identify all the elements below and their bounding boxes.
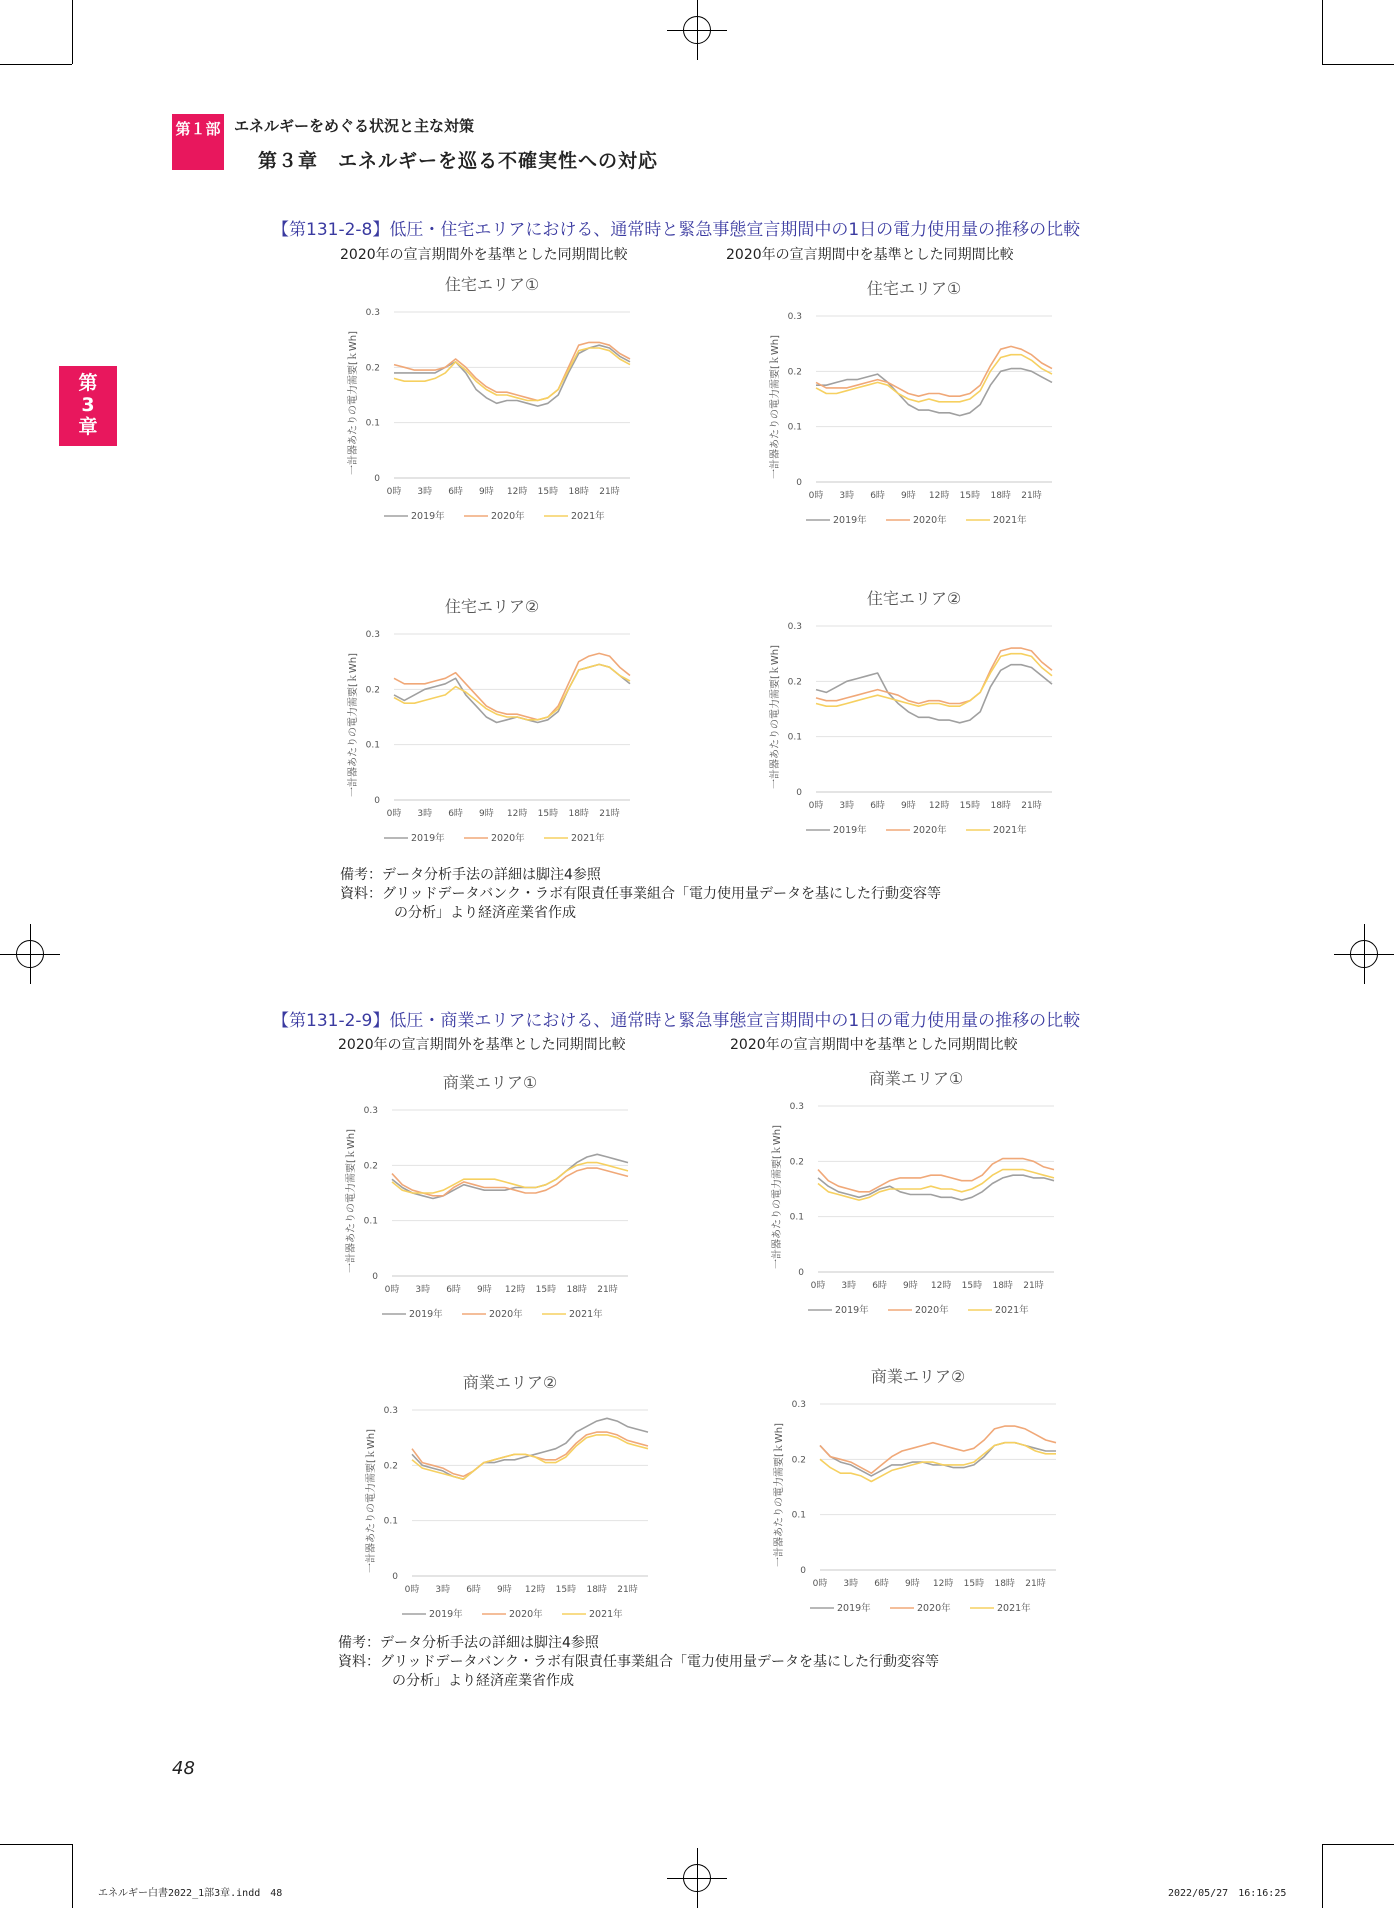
registration-mark [667,1848,727,1908]
x-tick-label: 21時 [599,487,620,497]
series-line [820,1426,1056,1473]
chart [756,1360,1076,1614]
x-tick-label: 3時 [417,809,433,819]
series-line [816,648,1052,703]
series-line [816,665,1052,723]
x-tick-label: 12時 [930,1281,952,1291]
x-tick-label: 3時 [435,1585,451,1595]
y-axis-label: 一計器あたりの電力需要[ｋWh] [366,1428,377,1574]
x-tick-label: 3時 [839,491,855,501]
y-axis-label: 一計器あたりの電力需要[ｋWh] [346,1128,357,1274]
y-tick-label: 0.2 [365,363,380,374]
part-title: エネルギーをめぐる状況と主な対策 [234,117,475,135]
x-tick-label: 9時 [478,487,494,497]
x-tick-label: 6時 [446,1285,461,1295]
x-tick-label: 9時 [900,491,916,501]
y-tick-label: 0 [372,1272,378,1282]
y-tick-label: 0.3 [787,312,802,322]
chart-title: 住宅エリア② [444,597,540,616]
x-tick-label: 0時 [808,801,824,811]
line-chart [330,268,650,522]
chart [330,590,650,844]
y-tick-label: 0.1 [365,418,380,429]
legend-label: 2020年 [913,515,947,526]
series-line [412,1432,648,1476]
x-tick-label: 12時 [928,801,950,811]
y-axis-label: 一計器あたりの電力需要[ｋWh] [772,1124,783,1270]
legend-label: 2019年 [833,825,867,836]
figure-title: 【第131-2-8】低圧・住宅エリアにおける、通常時と緊急事態宣言期間中の1日の電力使用量の推移の比較 [272,220,1081,240]
legend-label: 2019年 [833,515,867,526]
x-tick-label: 9時 [496,1585,512,1595]
x-tick-label: 12時 [506,809,528,819]
figure-subtitle-left: 2020年の宣言期間外を基準とした同期間比較 [338,1037,626,1053]
registration-mark [1334,924,1394,984]
crop-mark [1322,1844,1323,1908]
y-axis-label: 一計器あたりの電力需要[ｋWh] [348,652,359,798]
y-tick-label: 0.1 [365,740,380,751]
figure-note [340,866,941,923]
line-chart [328,1066,648,1320]
y-tick-label: 0.2 [365,685,380,696]
legend-label: 2019年 [409,1309,443,1320]
x-tick-label: 15時 [959,491,981,501]
x-tick-label: 12時 [504,1285,526,1295]
legend-label: 2021年 [571,511,605,522]
y-tick-label: 0 [800,1566,806,1576]
x-tick-label: 0時 [808,491,824,501]
footer-timestamp: 2022/05/27 16:16:25 [1168,1888,1287,1899]
figure-note [338,1634,939,1691]
chart-title: 商業エリア① [442,1073,538,1092]
x-tick-label: 15時 [537,809,559,819]
side-tab-line: 第 [78,372,98,394]
x-tick-label: 21時 [597,1285,618,1295]
chart [328,1066,648,1320]
x-tick-label: 15時 [537,487,559,497]
y-tick-label: 0.1 [791,1510,806,1521]
x-tick-label: 3時 [415,1285,431,1295]
x-tick-label: 18時 [992,1281,1013,1291]
y-tick-label: 0 [392,1572,398,1582]
x-tick-label: 21時 [599,809,620,819]
y-axis-label: 一計器あたりの電力需要[ｋWh] [770,644,781,790]
y-tick-label: 0.1 [383,1516,398,1527]
series-line [394,653,630,719]
x-tick-label: 15時 [961,1281,983,1291]
chapter-side-tab [59,366,117,446]
crop-mark [1322,64,1394,65]
legend-label: 2021年 [589,1609,623,1620]
y-tick-label: 0.2 [363,1161,378,1172]
legend-label: 2019年 [411,511,445,522]
chart [330,268,650,522]
series-line [394,342,630,400]
x-tick-label: 6時 [872,1281,887,1291]
note-text: 備考：データ分析手法の詳細は脚注4参照 [338,1635,599,1651]
x-tick-label: 3時 [843,1579,859,1589]
x-tick-label: 9時 [902,1281,918,1291]
chart-title: 商業エリア① [868,1069,964,1088]
y-tick-label: 0 [798,1268,804,1278]
series-line [392,1168,628,1196]
chart [348,1366,668,1620]
x-tick-label: 18時 [990,801,1011,811]
legend-label: 2021年 [571,833,605,844]
legend-label: 2019年 [411,833,445,844]
series-line [394,664,630,719]
legend-label: 2019年 [835,1305,869,1316]
y-axis-label: 一計器あたりの電力需要[ｋWh] [770,334,781,480]
y-tick-label: 0.2 [789,1157,804,1168]
line-chart [348,1366,668,1620]
x-tick-label: 0時 [404,1585,420,1595]
crop-mark [1322,1844,1394,1845]
chart [752,272,1072,526]
series-line [816,369,1052,416]
x-tick-label: 21時 [1021,491,1042,501]
chart-title: 商業エリア② [870,1367,966,1386]
source-text: の分析」より経済産業省作成 [394,905,576,921]
crop-mark [72,1844,73,1908]
y-tick-label: 0 [796,788,802,798]
x-tick-label: 6時 [870,801,885,811]
line-chart [752,272,1072,526]
y-tick-label: 0.3 [383,1406,398,1416]
crop-mark [1322,0,1323,64]
chart [754,1062,1074,1316]
legend-label: 2019年 [429,1609,463,1620]
chart-title: 商業エリア② [462,1373,558,1392]
y-tick-label: 0.3 [787,622,802,632]
x-tick-label: 9時 [478,809,494,819]
registration-mark [0,924,60,984]
x-tick-label: 18時 [586,1585,607,1595]
chapter-title: 第３章 エネルギーを巡る不確実性への対応 [258,150,659,172]
x-tick-label: 15時 [555,1585,577,1595]
x-tick-label: 12時 [524,1585,546,1595]
series-line [816,355,1052,402]
legend-label: 2019年 [837,1603,871,1614]
crop-mark [0,64,72,65]
y-tick-label: 0.2 [383,1461,398,1472]
x-tick-label: 6時 [448,809,463,819]
y-tick-label: 0.1 [789,1212,804,1223]
crop-mark [72,0,73,64]
line-chart [330,590,650,844]
legend-label: 2021年 [997,1603,1031,1614]
y-tick-label: 0.2 [787,367,802,378]
y-tick-label: 0.1 [787,732,802,743]
legend-label: 2020年 [491,833,525,844]
x-tick-label: 12時 [932,1579,954,1589]
x-tick-label: 6時 [874,1579,889,1589]
legend-label: 2020年 [915,1305,949,1316]
crop-mark [0,1844,72,1845]
x-tick-label: 18時 [566,1285,587,1295]
y-tick-label: 0.3 [365,630,380,640]
legend-label: 2021年 [569,1309,603,1320]
legend-label: 2021年 [993,515,1027,526]
x-tick-label: 18時 [994,1579,1015,1589]
y-tick-label: 0.2 [787,677,802,688]
x-tick-label: 21時 [617,1585,638,1595]
side-tab-line: 3 [81,394,95,416]
part-badge: 第１部 [172,114,224,170]
registration-mark [667,0,727,60]
x-tick-label: 21時 [1023,1281,1044,1291]
y-tick-label: 0.1 [787,422,802,433]
chart-title: 住宅エリア① [444,275,540,294]
x-tick-label: 0時 [384,1285,400,1295]
source-text: の分析」より経済産業省作成 [392,1673,574,1689]
series-line [394,348,630,401]
x-tick-label: 15時 [535,1285,557,1295]
y-axis-label: 一計器あたりの電力需要[ｋWh] [348,330,359,476]
y-axis-label: 一計器あたりの電力需要[ｋWh] [774,1422,785,1568]
chart-title: 住宅エリア② [866,589,962,608]
x-tick-label: 21時 [1025,1579,1046,1589]
x-tick-label: 3時 [417,487,433,497]
line-chart [756,1360,1076,1614]
x-tick-label: 15時 [959,801,981,811]
legend-label: 2020年 [913,825,947,836]
series-line [820,1443,1056,1482]
page-number: 48 [172,1758,195,1779]
y-tick-label: 0.3 [789,1102,804,1112]
chart [752,582,1072,836]
x-tick-label: 18時 [990,491,1011,501]
line-chart [752,582,1072,836]
x-tick-label: 0時 [810,1281,826,1291]
legend-label: 2020年 [509,1609,543,1620]
x-tick-label: 9時 [900,801,916,811]
figure-subtitle-right: 2020年の宣言期間中を基準とした同期間比較 [726,247,1014,263]
figure-title: 【第131-2-9】低圧・商業エリアにおける、通常時と緊急事態宣言期間中の1日の電力使用量の推移の比較 [272,1011,1081,1031]
x-tick-label: 18時 [568,809,589,819]
y-tick-label: 0.1 [363,1216,378,1227]
x-tick-label: 9時 [904,1579,920,1589]
legend-label: 2020年 [491,511,525,522]
source-text: 資料：グリッドデータバンク・ラボ有限責任事業組合「電力使用量データを基にした行動変容等 [338,1654,940,1670]
x-tick-label: 6時 [448,487,463,497]
note-text: 備考：データ分析手法の詳細は脚注4参照 [340,867,601,883]
y-tick-label: 0.3 [365,308,380,318]
x-tick-label: 3時 [841,1281,857,1291]
series-line [392,1154,628,1198]
source-text: 資料：グリッドデータバンク・ラボ有限責任事業組合「電力使用量データを基にした行動変容等 [340,886,942,902]
x-tick-label: 3時 [839,801,855,811]
y-tick-label: 0.3 [363,1106,378,1116]
x-tick-label: 0時 [812,1579,828,1589]
y-tick-label: 0 [374,796,380,806]
figure-subtitle-right: 2020年の宣言期間中を基準とした同期間比較 [730,1037,1018,1053]
x-tick-label: 18時 [568,487,589,497]
y-tick-label: 0.2 [791,1455,806,1466]
side-tab-line: 章 [78,416,98,438]
y-tick-label: 0.3 [791,1400,806,1410]
x-tick-label: 12時 [928,491,950,501]
legend-label: 2020年 [917,1603,951,1614]
y-tick-label: 0 [796,478,802,488]
line-chart [754,1062,1074,1316]
y-tick-label: 0 [374,474,380,484]
legend-label: 2021年 [993,825,1027,836]
x-tick-label: 15時 [963,1579,985,1589]
x-tick-label: 12時 [506,487,528,497]
chart-title: 住宅エリア① [866,279,962,298]
figure-subtitle-left: 2020年の宣言期間外を基準とした同期間比較 [340,247,628,263]
x-tick-label: 21時 [1021,801,1042,811]
legend-label: 2021年 [995,1305,1029,1316]
legend-label: 2020年 [489,1309,523,1320]
x-tick-label: 6時 [870,491,885,501]
x-tick-label: 0時 [386,809,402,819]
footer-filename: エネルギー白書2022_1部3章.indd 48 [98,1888,283,1899]
x-tick-label: 6時 [466,1585,481,1595]
x-tick-label: 0時 [386,487,402,497]
x-tick-label: 9時 [476,1285,492,1295]
